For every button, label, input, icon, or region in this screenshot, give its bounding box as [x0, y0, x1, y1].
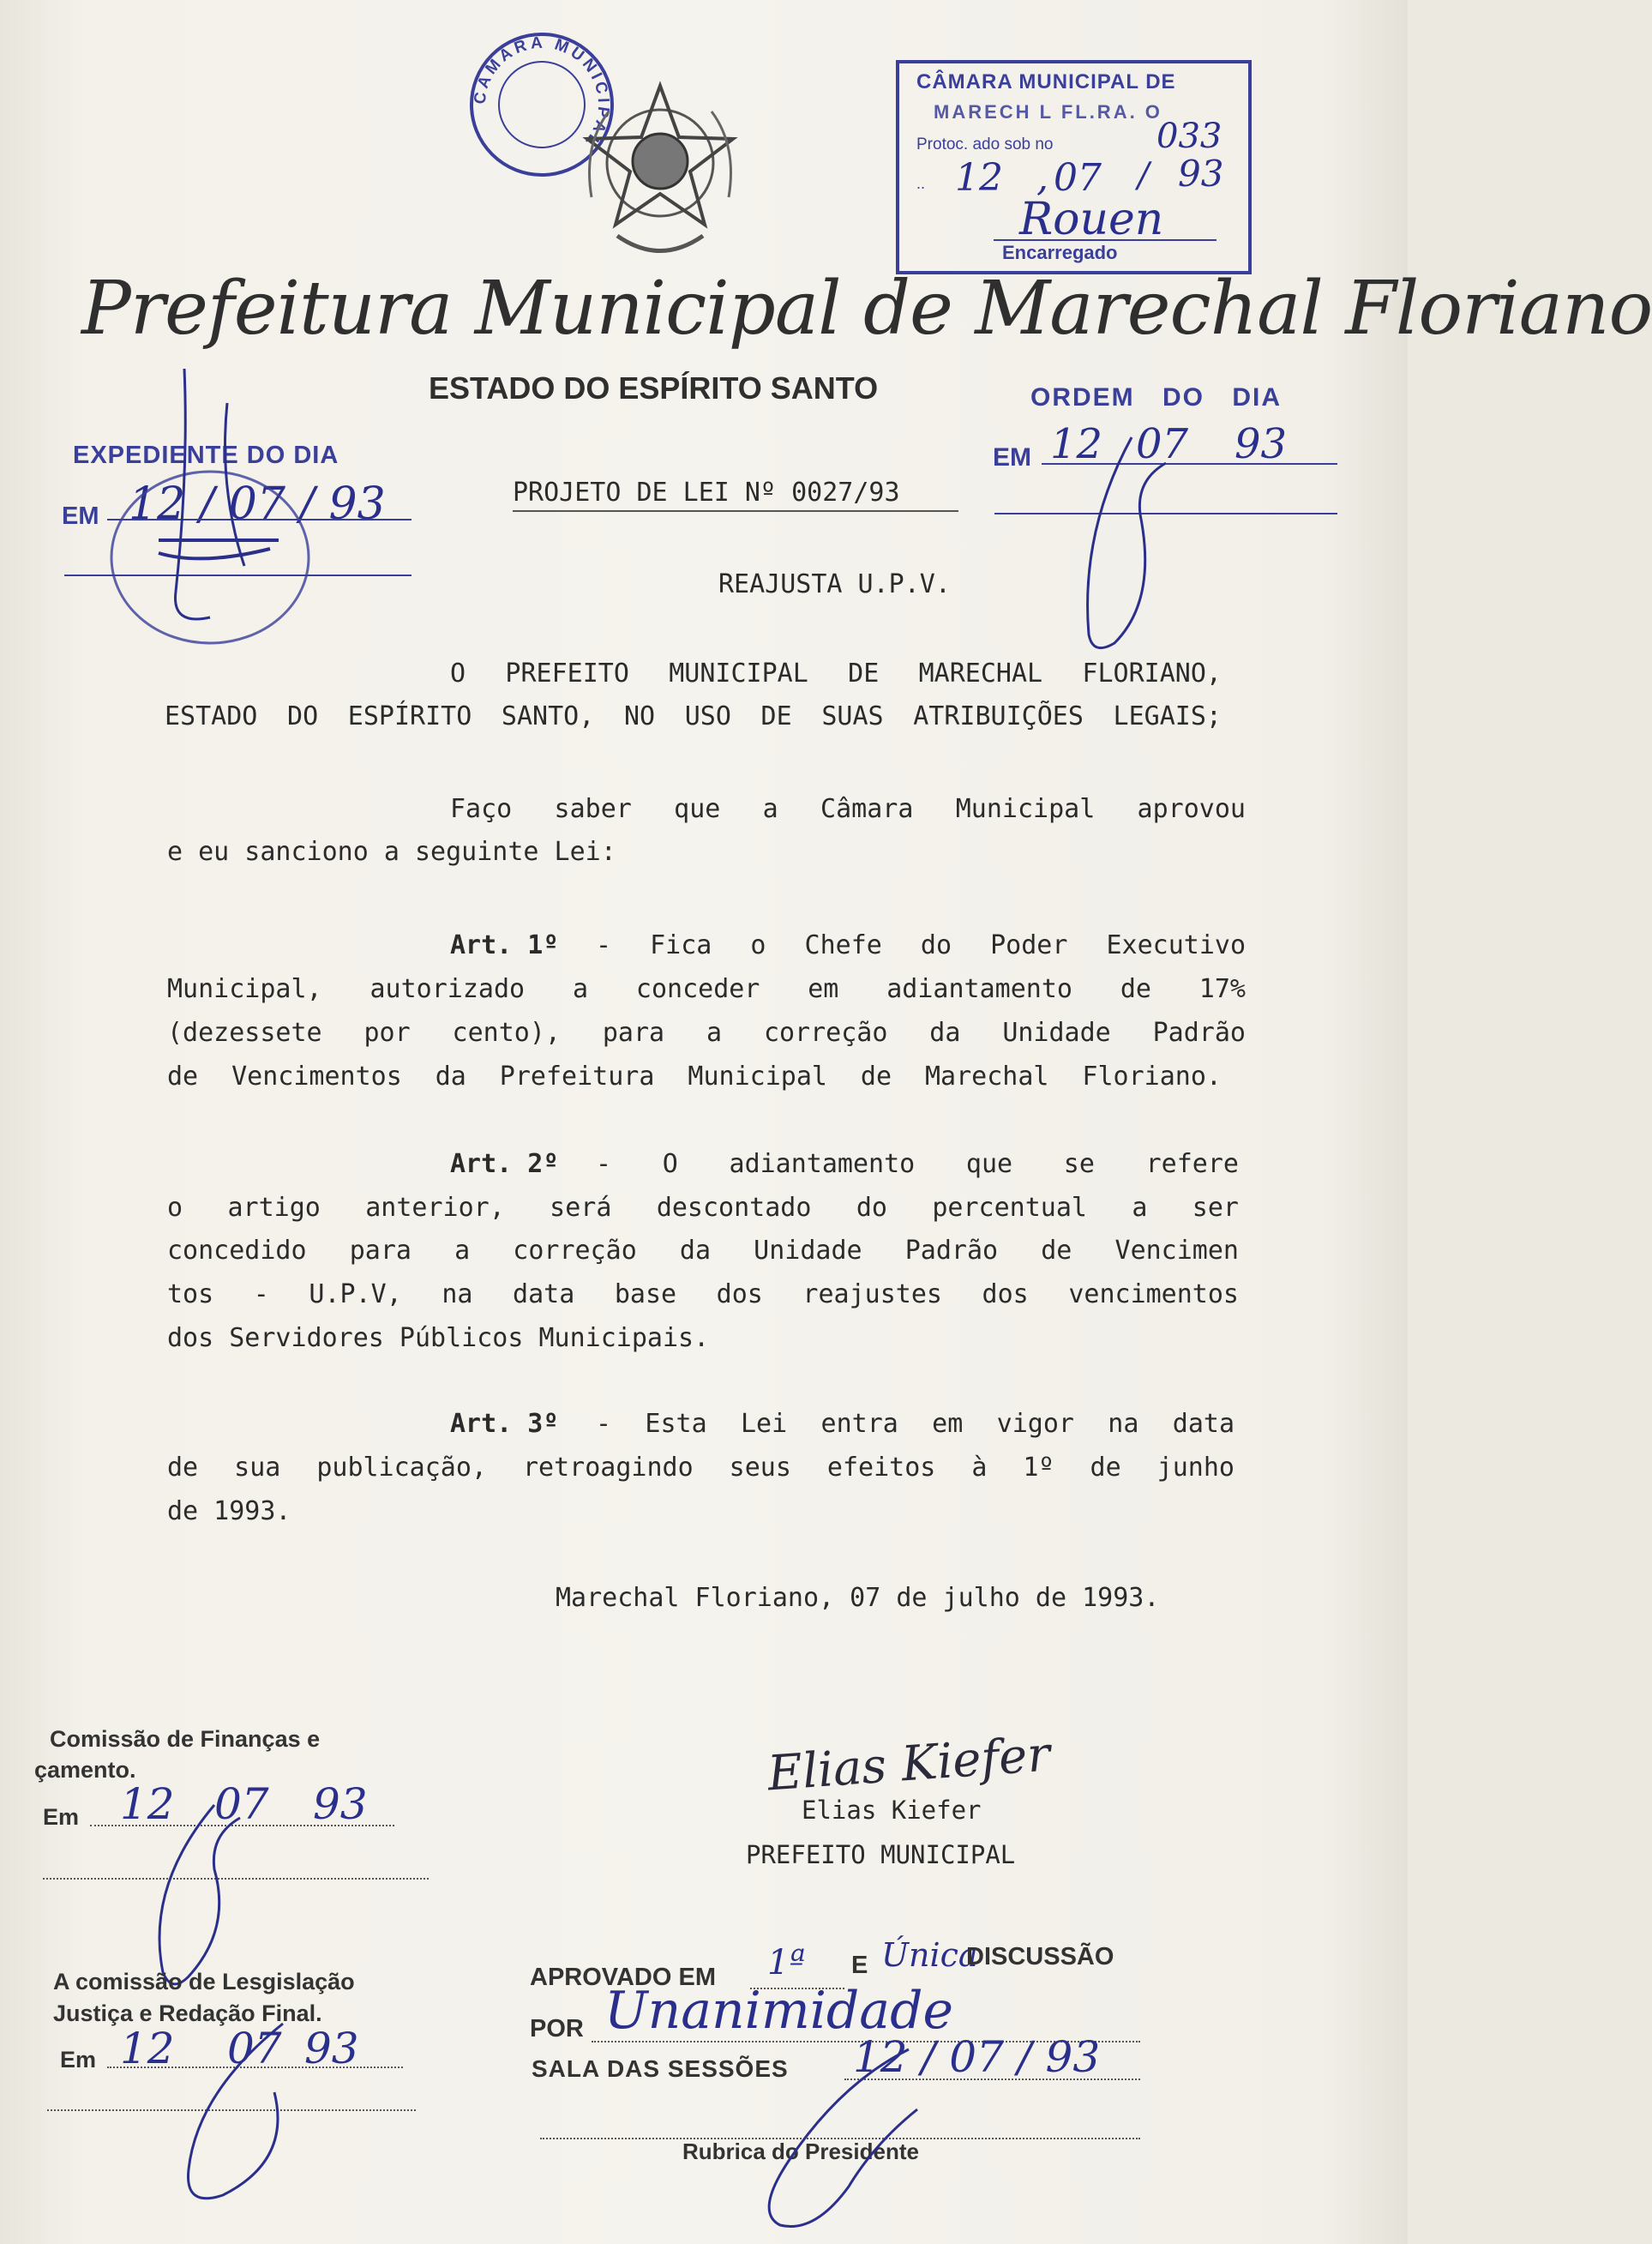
article-2-label: Art. 2º [450, 1149, 559, 1179]
prefeito-handwritten-signature: Elias Kiefer [766, 1726, 1053, 1802]
intro-line-1: Faço saber que a Câmara Municipal aprovou [450, 794, 1246, 824]
article-3-line-2: de sua publicação, retroagindo seus efeitos à 1º de junho [167, 1453, 1234, 1483]
prefeito-role: PREFEITO MUNICIPAL [746, 1840, 1016, 1869]
place-date: Marechal Floriano, 07 de julho de 1993. [556, 1583, 1160, 1613]
presidente-signature-icon [737, 2041, 943, 2238]
protocol-month: 07 [1054, 156, 1102, 200]
expediente-signature-icon [73, 369, 330, 652]
aprovado-discussion-number: 1ª [767, 1943, 806, 1982]
legislacao-month: 07 [227, 2024, 282, 2073]
expediente-date: 12 / 07 / 93 [129, 478, 386, 530]
ordem-label: ORDEM DO DIA [1030, 383, 1282, 412]
protocol-number: 033 [1156, 117, 1222, 156]
article-3-line-3: de 1993. [167, 1496, 291, 1526]
preamble-line-2: ESTADO DO ESPÍRITO SANTO, NO USO DE SUAS ATRIBUIÇÕES LEGAIS; [165, 701, 1222, 731]
article-2-line-4: tos - U.P.V, na data base dos reajustes dos vencimentos [167, 1279, 1239, 1309]
legislacao-signature-icon [163, 2015, 317, 2212]
financas-line-2: çamento. [34, 1757, 136, 1783]
ordem-day: 12 [1050, 420, 1103, 468]
article-2-line-5: dos Servidores Públicos Municipais. [167, 1323, 710, 1353]
protocol-footer: Encarregado [1002, 242, 1118, 263]
financas-day: 12 [120, 1779, 175, 1829]
article-1-line-4: de Vencimentos da Prefeitura Municipal de Marechal Floriano. [167, 1062, 1222, 1092]
article-3-line-1: - Esta Lei entra em vigor na data [596, 1409, 1234, 1439]
aprovado-por: POR [530, 2015, 584, 2042]
camara-round-text: CÂMARA MUNICIPAL [471, 33, 613, 153]
rubrica-presidente: Rubrica do Presidente [682, 2139, 919, 2164]
legislacao-day: 12 [120, 2024, 175, 2073]
aprovado-por-value: Unanimidade [604, 1981, 953, 2041]
aprovado-discussao: DISCUSSÃO [966, 1943, 1114, 1970]
aprovado-e: E [851, 1952, 868, 1979]
expediente-em: EM [62, 502, 99, 530]
financas-month: 07 [214, 1779, 269, 1829]
article-1-line-3: (dezessete por cento), para a correção da Unidade Padrão [167, 1018, 1246, 1048]
ordem-year: 93 [1234, 420, 1288, 468]
financas-em: Em [43, 1804, 80, 1830]
state-name: ESTADO DO ESPÍRITO SANTO [429, 370, 879, 406]
coat-of-arms-icon [574, 69, 746, 274]
article-1-line-2: Municipal, autorizado a conceder em adiantamento de 17% [167, 974, 1246, 1004]
sala-date: 12 / 07 / 93 [853, 2032, 1101, 2082]
sala-das-sessoes: SALA DAS SESSÕES [532, 2055, 789, 2082]
project-title [513, 478, 900, 508]
aprovado-label: APROVADO EM [530, 1964, 716, 1991]
protocol-day: 12 [955, 156, 1003, 200]
ordem-em: EM [993, 443, 1031, 472]
legislacao-line-1: A comissão de Lesgislação [53, 1969, 355, 1994]
ordem-month: 07 [1136, 420, 1189, 468]
legislacao-em: Em [60, 2047, 97, 2073]
article-2-line-2: o artigo anterior, será descontado do percentual a ser [167, 1193, 1239, 1223]
ordem-signature-icon [1063, 429, 1200, 660]
municipality-title: Prefeitura Municipal de Marechal Floriano [81, 266, 1652, 352]
project-subject: REAJUSTA U.P.V. [718, 569, 951, 599]
protocol-year: 93 [1178, 153, 1224, 195]
protocol-stamp-label: Protoc. ado sob no [916, 135, 1054, 153]
financas-year: 93 [313, 1779, 368, 1829]
article-3-label: Art. 3º [450, 1409, 559, 1439]
article-2-line-1: - O adiantamento que se refere [596, 1149, 1239, 1179]
expediente-label: EXPEDIENTE DO DIA [73, 442, 339, 469]
article-2-line-3: concedido para a correção da Unidade Padrão de Vencimen [167, 1236, 1239, 1266]
financas-line-1: Comissão de Finanças e [50, 1726, 321, 1752]
protocol-signature: Rouen [1019, 194, 1164, 245]
legislacao-year: 93 [304, 2024, 359, 2073]
protocol-stamp-line2: MARECH L FL.RA. O [934, 101, 1162, 123]
preamble-line-1: O PREFEITO MUNICIPAL DE MARECHAL FLORIANO, [450, 659, 1222, 689]
camara-protocol-stamp: CÂMARA MUNICIPAL DE MARECH L FL.RA. O Protoc. ado sob no 033 .. 12 , 07 / 93 Rouen Encarregado [896, 60, 1252, 274]
protocol-stamp-line1: CÂMARA MUNICIPAL DE [916, 70, 1176, 93]
aprovado-discussion-type: Única [881, 1936, 978, 1974]
legislacao-line-2: Justiça e Redação Final. [53, 2000, 322, 2026]
project-title-text: PROJETO DE LEI Nº 0027/93 [513, 478, 900, 508]
article-1-line-1: - Fica o Chefe do Poder Executivo [596, 930, 1246, 960]
intro-line-2: e eu sanciono a seguinte Lei: [167, 837, 616, 867]
article-1-label: Art. 1º [450, 930, 559, 960]
prefeito-name: Elias Kiefer [802, 1796, 982, 1825]
